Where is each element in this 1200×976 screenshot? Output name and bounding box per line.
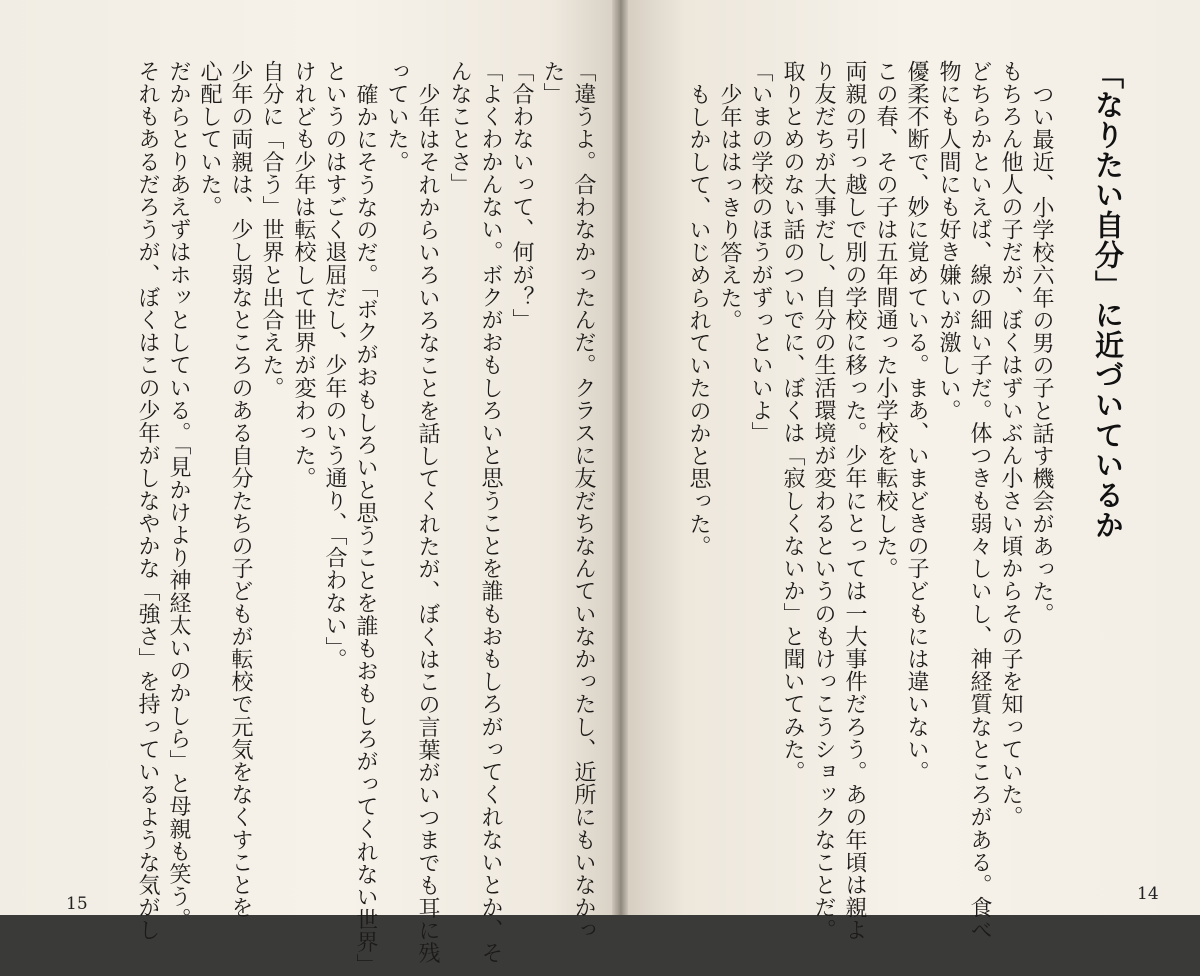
right-line-3: どちらかといえば、線の細い子だ。体つきも弱々しいし、神経質なところがある。食べ — [967, 60, 992, 942]
right-line-1: つい最近、小学校六年の男の子と話す機会があった。 — [1029, 83, 1054, 626]
right-line-8: り友だちが大事だし、自分の生活環境が変わるというのもけっこうショックなことだ。 — [811, 60, 836, 942]
right-line-4: 物にも人間にも好き嫌いが激しい。 — [936, 60, 961, 422]
left-line-13: 心配していた。 — [197, 60, 222, 219]
left-line-2: た」 — [540, 60, 565, 106]
left-line-9: というのはすごく退屈だし、少年のいう通り、「合わない」。 — [322, 60, 347, 671]
left-line-7: っていた。 — [384, 60, 409, 173]
book-gutter — [612, 0, 628, 915]
right-line-10: 「いまの学校のほうがずっといいよ」 — [748, 60, 773, 445]
right-line-6: この春、その子は五年間通った小学校を転校した。 — [873, 60, 898, 580]
left-line-14: だからとりあえずはホッとしている。「見かけより神経太いのかしら」と母親も笑う。 — [166, 60, 191, 931]
left-line-8: 確かにそうなのだ。「ボクがおもしろいと思うことを誰もおもしろがってくれない世界」 — [353, 83, 378, 976]
left-line-1: 「違うよ。合わなかったんだ。クラスに友だちなんていなかったし、近所にもいなかっ — [571, 60, 596, 942]
left-line-15: それもあるだろうが、ぼくはこの少年がしなやかな「強さ」を持っているような気がし — [135, 60, 160, 942]
right-line-7: 両親の引っ越しで別の学校に移った。少年にとっては一大事件だろう。あの年頃は親よ — [842, 60, 867, 942]
right-line-2: もちろん他人の子だが、ぼくはずいぶん小さい頃からその子を知っていた。 — [998, 60, 1023, 829]
right-line-5: 優柔不断で、妙に覚めている。まあ、いまどきの子どもには違いない。 — [904, 60, 929, 784]
chapter-title: 「なりたい自分」に近づいているか — [1091, 60, 1125, 540]
page-number-left: 15 — [66, 894, 88, 914]
left-line-5: んなことさ」 — [447, 60, 472, 196]
left-line-11: 自分に「合う」世界と出合えた。 — [259, 60, 284, 399]
right-line-11: 少年ははっきり答えた。 — [717, 83, 742, 332]
left-line-4: 「よくわかんない。ボクがおもしろいと思うことを誰もおもしろがってくれないとか、そ — [478, 60, 503, 964]
right-line-12: もしかして、いじめられていたのかと思った。 — [686, 83, 711, 558]
left-line-10: けれども少年は転校して世界が変わった。 — [291, 60, 316, 490]
left-line-12: 少年の両親は、少し弱なところのある自分たちの子どもが転校で元気をなくすことを — [228, 60, 253, 919]
left-line-3: 「合わないって、何が？」 — [509, 60, 534, 332]
page-number-right: 14 — [1137, 884, 1159, 904]
right-line-9: 取りとめのない話のついでに、ぼくは「寂しくないか」と聞いてみた。 — [780, 60, 805, 784]
left-line-6: 少年はそれからいろいろなことを話してくれたが、ぼくはこの言葉がいつまでも耳に残 — [415, 83, 440, 965]
